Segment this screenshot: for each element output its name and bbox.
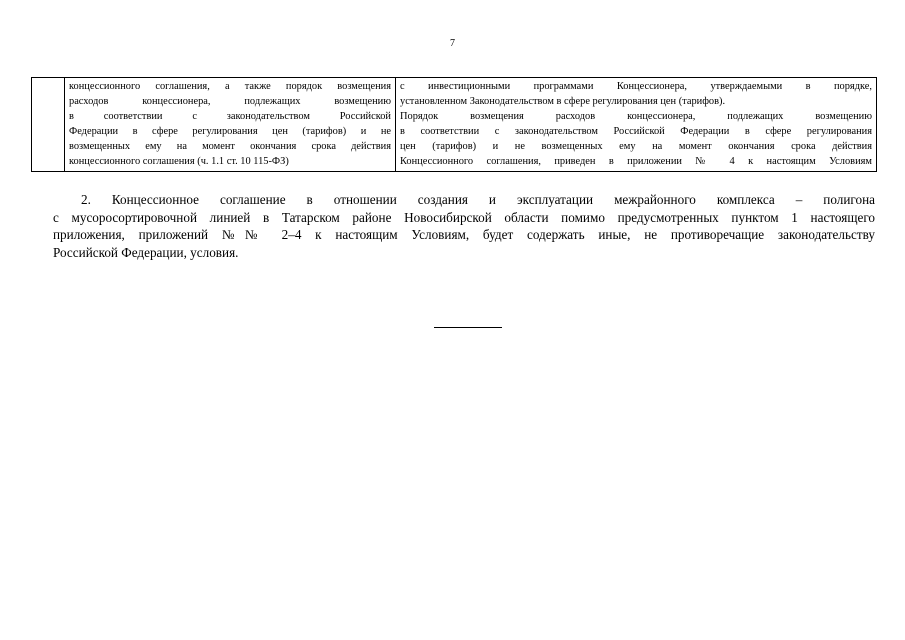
paragraph-line: Российской Федерации, условия. (53, 244, 239, 260)
table-text-line: установленном Законодательством в сфере регулирования цен (тарифов). (400, 96, 726, 107)
condition-name-cell (65, 78, 396, 172)
table-row (32, 78, 877, 172)
paragraph-2 (53, 191, 875, 261)
table-text-line: возмещенных ему на момент окончания срока действия (69, 141, 391, 152)
table-text-line: концессионного соглашения, а также порядок возмещения (69, 81, 391, 92)
table-text-line: в соответствии с законодательством Российской Федерации в сфере регулирования (400, 126, 872, 137)
table-text-line: Порядок возмещения расходов концессионера, подлежащих возмещению (400, 111, 872, 122)
condition-value-cell (396, 78, 877, 172)
table-text-line: с инвестиционными программами Концессионера, утверждаемыми в порядке, (400, 81, 872, 92)
paragraph-line: приложения, приложений №№ 2–4 к настоящим Условиям, будет содержать иные, не противоречащие законодательству (53, 227, 875, 242)
table-text-line: Концессионного соглашения, приведен в приложении № 4 к настоящим Условиям (400, 156, 872, 167)
end-divider (434, 327, 502, 328)
table-text-line: в соответствии с законодательством Российской (69, 111, 391, 122)
table-text-line: расходов концессионера, подлежащих возмещению (69, 96, 391, 107)
paragraph-line: с мусоросортировочной линией в Татарском районе Новосибирской области помимо предусмотренных пунктом 1 настоящего (53, 209, 875, 225)
paragraph-line: 2. Концессионное соглашение в отношении создания и эксплуатации межрайонного комплекса – полигона (81, 192, 875, 207)
table-text-line: цен (тарифов) и не возмещенных ему на момент окончания срока действия (400, 141, 872, 152)
table-text-line: концессионного соглашения (ч. 1.1 ст. 10 115-ФЗ) (69, 156, 289, 167)
page-number: 7 (450, 38, 455, 49)
conditions-table (31, 77, 877, 172)
row-number-cell (32, 78, 65, 172)
table-text-line: Федерации в сфере регулирования цен (тарифов) и не (69, 126, 391, 137)
